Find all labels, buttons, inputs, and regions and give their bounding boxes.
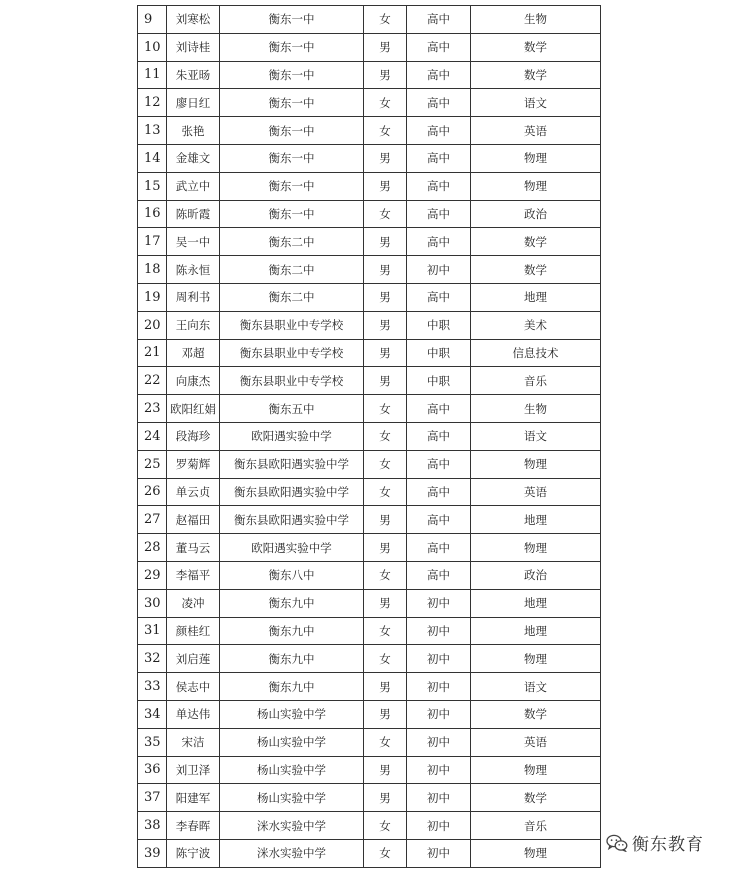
school-level-cell: 初中: [407, 645, 471, 673]
school-level-cell: 高中: [407, 144, 471, 172]
school-level-cell: 中职: [407, 339, 471, 367]
row-number-cell: 36: [138, 756, 167, 784]
school-name-cell: 衡东九中: [220, 589, 364, 617]
row-number-cell: 21: [138, 339, 167, 367]
subject-cell: 数学: [471, 61, 601, 89]
school-name-cell: 衡东县职业中专学校: [220, 311, 364, 339]
teacher-name-cell: 颜桂红: [167, 617, 220, 645]
teacher-roster-table: [137, 5, 601, 868]
school-level-cell: 初中: [407, 256, 471, 284]
subject-cell: 物理: [471, 172, 601, 200]
school-name-cell: 衡东一中: [220, 6, 364, 34]
row-number-cell: 29: [138, 561, 167, 589]
school-name-cell: 衡东一中: [220, 61, 364, 89]
teacher-name-cell: 邓超: [167, 339, 220, 367]
subject-cell: 物理: [471, 756, 601, 784]
teacher-name-cell: 欧阳红娟: [167, 395, 220, 423]
subject-cell: 物理: [471, 450, 601, 478]
table-row: [138, 728, 601, 756]
subject-cell: 美术: [471, 311, 601, 339]
school-name-cell: 衡东县欧阳遇实验中学: [220, 506, 364, 534]
table-row: [138, 450, 601, 478]
subject-cell: 政治: [471, 561, 601, 589]
table-row: [138, 589, 601, 617]
school-level-cell: 初中: [407, 617, 471, 645]
school-level-cell: 初中: [407, 589, 471, 617]
school-level-cell: 高中: [407, 33, 471, 61]
gender-cell: 男: [364, 144, 407, 172]
gender-cell: 男: [364, 784, 407, 812]
gender-cell: 女: [364, 561, 407, 589]
row-number-cell: 32: [138, 645, 167, 673]
table-row: [138, 200, 601, 228]
teacher-name-cell: 凌冲: [167, 589, 220, 617]
row-number-cell: 30: [138, 589, 167, 617]
school-level-cell: 初中: [407, 673, 471, 701]
gender-cell: 女: [364, 450, 407, 478]
teacher-name-cell: 单达伟: [167, 700, 220, 728]
school-name-cell: 杨山实验中学: [220, 728, 364, 756]
teacher-name-cell: 王向东: [167, 311, 220, 339]
gender-cell: 男: [364, 534, 407, 562]
teacher-name-cell: 单云贞: [167, 478, 220, 506]
table-row: [138, 339, 601, 367]
school-name-cell: 杨山实验中学: [220, 756, 364, 784]
row-number-cell: 39: [138, 839, 167, 867]
teacher-name-cell: 阳建军: [167, 784, 220, 812]
school-name-cell: 衡东一中: [220, 200, 364, 228]
school-name-cell: 衡东二中: [220, 256, 364, 284]
teacher-name-cell: 李福平: [167, 561, 220, 589]
school-name-cell: 衡东一中: [220, 144, 364, 172]
gender-cell: 男: [364, 256, 407, 284]
table-row: [138, 756, 601, 784]
subject-cell: 数学: [471, 700, 601, 728]
row-number-cell: 18: [138, 256, 167, 284]
gender-cell: 女: [364, 728, 407, 756]
row-number-cell: 22: [138, 367, 167, 395]
subject-cell: 音乐: [471, 812, 601, 840]
table-row: [138, 617, 601, 645]
school-level-cell: 高中: [407, 228, 471, 256]
gender-cell: 女: [364, 89, 407, 117]
table-row: [138, 645, 601, 673]
school-level-cell: 初中: [407, 700, 471, 728]
row-number-cell: 31: [138, 617, 167, 645]
gender-cell: 男: [364, 367, 407, 395]
school-name-cell: 衡东一中: [220, 33, 364, 61]
teacher-name-cell: 陈昕霞: [167, 200, 220, 228]
roster-body: [138, 6, 601, 868]
subject-cell: 地理: [471, 506, 601, 534]
school-level-cell: 高中: [407, 6, 471, 34]
subject-cell: 语文: [471, 89, 601, 117]
school-name-cell: 衡东二中: [220, 228, 364, 256]
teacher-name-cell: 罗菊辉: [167, 450, 220, 478]
school-level-cell: 高中: [407, 89, 471, 117]
teacher-name-cell: 刘诗桂: [167, 33, 220, 61]
row-number-cell: 38: [138, 812, 167, 840]
school-name-cell: 衡东九中: [220, 673, 364, 701]
gender-cell: 男: [364, 283, 407, 311]
school-name-cell: 衡东一中: [220, 172, 364, 200]
subject-cell: 物理: [471, 534, 601, 562]
table-row: [138, 422, 601, 450]
school-name-cell: 衡东九中: [220, 617, 364, 645]
subject-cell: 数学: [471, 784, 601, 812]
table-row: [138, 506, 601, 534]
subject-cell: 地理: [471, 617, 601, 645]
school-name-cell: 衡东八中: [220, 561, 364, 589]
gender-cell: 女: [364, 117, 407, 145]
gender-cell: 男: [364, 589, 407, 617]
gender-cell: 女: [364, 200, 407, 228]
school-level-cell: 高中: [407, 561, 471, 589]
subject-cell: 数学: [471, 33, 601, 61]
row-number-cell: 13: [138, 117, 167, 145]
row-number-cell: 33: [138, 673, 167, 701]
gender-cell: 男: [364, 339, 407, 367]
row-number-cell: 15: [138, 172, 167, 200]
row-number-cell: 37: [138, 784, 167, 812]
teacher-name-cell: 刘启莲: [167, 645, 220, 673]
subject-cell: 语文: [471, 422, 601, 450]
school-level-cell: 初中: [407, 839, 471, 867]
row-number-cell: 12: [138, 89, 167, 117]
gender-cell: 女: [364, 645, 407, 673]
row-number-cell: 20: [138, 311, 167, 339]
row-number-cell: 17: [138, 228, 167, 256]
subject-cell: 生物: [471, 395, 601, 423]
gender-cell: 男: [364, 756, 407, 784]
school-level-cell: 高中: [407, 506, 471, 534]
school-name-cell: 衡东九中: [220, 645, 364, 673]
school-level-cell: 高中: [407, 283, 471, 311]
subject-cell: 数学: [471, 228, 601, 256]
teacher-name-cell: 宋洁: [167, 728, 220, 756]
table-row: [138, 839, 601, 867]
row-number-cell: 25: [138, 450, 167, 478]
school-name-cell: 欧阳遇实验中学: [220, 422, 364, 450]
school-name-cell: 欧阳遇实验中学: [220, 534, 364, 562]
school-level-cell: 初中: [407, 812, 471, 840]
teacher-name-cell: 金雄文: [167, 144, 220, 172]
school-name-cell: 衡东县欧阳遇实验中学: [220, 450, 364, 478]
gender-cell: 男: [364, 700, 407, 728]
teacher-name-cell: 陈宁波: [167, 839, 220, 867]
teacher-name-cell: 董马云: [167, 534, 220, 562]
subject-cell: 数学: [471, 256, 601, 284]
gender-cell: 女: [364, 617, 407, 645]
school-level-cell: 高中: [407, 534, 471, 562]
school-level-cell: 高中: [407, 117, 471, 145]
gender-cell: 男: [364, 228, 407, 256]
row-number-cell: 9: [138, 6, 167, 34]
subject-cell: 地理: [471, 589, 601, 617]
teacher-name-cell: 周利书: [167, 283, 220, 311]
gender-cell: 女: [364, 395, 407, 423]
table-row: [138, 89, 601, 117]
table-row: [138, 478, 601, 506]
teacher-name-cell: 段海珍: [167, 422, 220, 450]
table-row: [138, 33, 601, 61]
teacher-name-cell: 朱亚旸: [167, 61, 220, 89]
table-row: [138, 311, 601, 339]
subject-cell: 生物: [471, 6, 601, 34]
row-number-cell: 14: [138, 144, 167, 172]
table-row: [138, 6, 601, 34]
table-row: [138, 117, 601, 145]
table-row: [138, 812, 601, 840]
teacher-name-cell: 刘寒松: [167, 6, 220, 34]
teacher-name-cell: 向康杰: [167, 367, 220, 395]
row-number-cell: 24: [138, 422, 167, 450]
table-row: [138, 61, 601, 89]
subject-cell: 政治: [471, 200, 601, 228]
subject-cell: 英语: [471, 728, 601, 756]
school-level-cell: 高中: [407, 61, 471, 89]
row-number-cell: 35: [138, 728, 167, 756]
table-row: [138, 561, 601, 589]
gender-cell: 男: [364, 506, 407, 534]
school-name-cell: 洣水实验中学: [220, 839, 364, 867]
school-level-cell: 高中: [407, 395, 471, 423]
table-row: [138, 367, 601, 395]
school-level-cell: 初中: [407, 784, 471, 812]
row-number-cell: 23: [138, 395, 167, 423]
school-level-cell: 中职: [407, 367, 471, 395]
school-name-cell: 衡东一中: [220, 117, 364, 145]
school-name-cell: 衡东五中: [220, 395, 364, 423]
gender-cell: 女: [364, 6, 407, 34]
subject-cell: 英语: [471, 117, 601, 145]
subject-cell: 英语: [471, 478, 601, 506]
school-name-cell: 衡东二中: [220, 283, 364, 311]
subject-cell: 音乐: [471, 367, 601, 395]
table-row: [138, 784, 601, 812]
row-number-cell: 16: [138, 200, 167, 228]
table-row: [138, 228, 601, 256]
gender-cell: 男: [364, 673, 407, 701]
school-level-cell: 高中: [407, 172, 471, 200]
table-row: [138, 673, 601, 701]
gender-cell: 男: [364, 33, 407, 61]
row-number-cell: 10: [138, 33, 167, 61]
row-number-cell: 28: [138, 534, 167, 562]
row-number-cell: 27: [138, 506, 167, 534]
teacher-name-cell: 李春晖: [167, 812, 220, 840]
watermark: [606, 830, 704, 855]
teacher-name-cell: 武立中: [167, 172, 220, 200]
school-level-cell: 高中: [407, 422, 471, 450]
table-row: [138, 256, 601, 284]
table-row: [138, 700, 601, 728]
subject-cell: 地理: [471, 283, 601, 311]
school-level-cell: 初中: [407, 756, 471, 784]
teacher-name-cell: 赵福田: [167, 506, 220, 534]
row-number-cell: 26: [138, 478, 167, 506]
gender-cell: 女: [364, 478, 407, 506]
school-level-cell: 高中: [407, 450, 471, 478]
gender-cell: 男: [364, 61, 407, 89]
gender-cell: 女: [364, 422, 407, 450]
teacher-name-cell: 刘卫泽: [167, 756, 220, 784]
school-name-cell: 衡东县欧阳遇实验中学: [220, 478, 364, 506]
school-level-cell: 中职: [407, 311, 471, 339]
subject-cell: 物理: [471, 144, 601, 172]
school-level-cell: 高中: [407, 200, 471, 228]
row-number-cell: 19: [138, 283, 167, 311]
row-number-cell: 11: [138, 61, 167, 89]
table-row: [138, 534, 601, 562]
school-name-cell: 衡东县职业中专学校: [220, 339, 364, 367]
teacher-name-cell: 侯志中: [167, 673, 220, 701]
teacher-name-cell: 陈永恒: [167, 256, 220, 284]
gender-cell: 女: [364, 812, 407, 840]
subject-cell: 语文: [471, 673, 601, 701]
school-name-cell: 杨山实验中学: [220, 700, 364, 728]
school-name-cell: 洣水实验中学: [220, 812, 364, 840]
teacher-name-cell: 吴一中: [167, 228, 220, 256]
school-name-cell: 衡东一中: [220, 89, 364, 117]
teacher-name-cell: 张艳: [167, 117, 220, 145]
gender-cell: 女: [364, 839, 407, 867]
table-row: [138, 172, 601, 200]
school-level-cell: 高中: [407, 478, 471, 506]
school-name-cell: 衡东县职业中专学校: [220, 367, 364, 395]
school-name-cell: 杨山实验中学: [220, 784, 364, 812]
table-row: [138, 144, 601, 172]
watermark-text: 衡东教育: [632, 835, 704, 855]
school-level-cell: 初中: [407, 728, 471, 756]
subject-cell: 物理: [471, 839, 601, 867]
gender-cell: 男: [364, 172, 407, 200]
subject-cell: 信息技术: [471, 339, 601, 367]
row-number-cell: 34: [138, 700, 167, 728]
table-row: [138, 395, 601, 423]
table-row: [138, 283, 601, 311]
gender-cell: 男: [364, 311, 407, 339]
teacher-name-cell: 廖日红: [167, 89, 220, 117]
subject-cell: 物理: [471, 645, 601, 673]
wechat-icon: [606, 834, 628, 852]
